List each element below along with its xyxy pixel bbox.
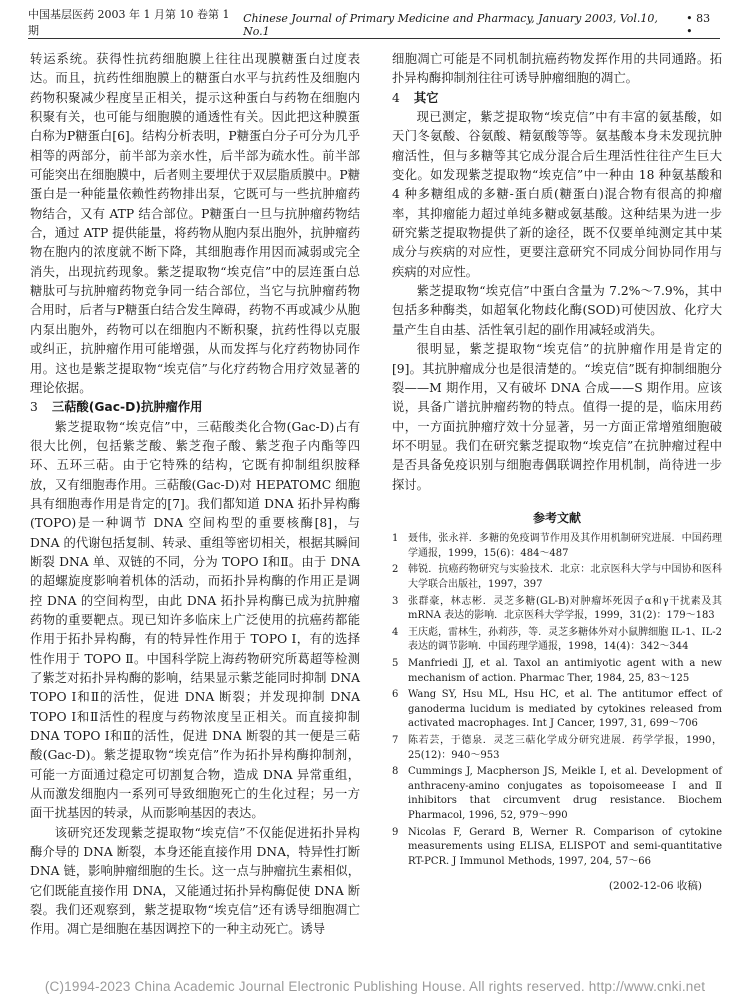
header-journal-cn: 中国基层医药 2003 年 1 月第 10 卷第 1 期 <box>28 8 230 37</box>
reference-number: 5 <box>392 658 399 669</box>
reference-item <box>392 734 722 763</box>
reference-number: 4 <box>392 626 399 638</box>
reference-list <box>392 532 722 869</box>
paragraph: 现已测定，紫芝提取物“埃克信”中有丰富的氨基酸，如天门冬氨酸、谷氨酸、精氨酸等等。氨基酸本身未发现抗肿瘤活性，但与多糖等其它成分混合后生理活性往往产生巨大变化。如发现紫芝提取物“埃克信”中一种由 18 种氨基酸和 4 种多糖组成的多糖-蛋白质(糖蛋白)混合物有很高的抑瘤率，其抑瘤能力超过单纯多糖或氨基酸。这种结果为进一步研究紫芝提取物提供了新的途径，既不仅要单纯测定其中某成分与疾病的对应性，更要注意研究不同成分间协同作用与疾病的对应性。 <box>392 110 722 279</box>
header-page-number: • 83 • <box>686 12 711 38</box>
reference-number: 6 <box>392 689 399 701</box>
header-journal-en: Chinese Journal of Primary Medicine and Pharmacy, January 2003, Vol.10, No.1 <box>243 12 658 38</box>
reference-text: 张群豪，林志彬．灵芝多糖(GL-B)对肿瘤坏死因子α和γ干扰素及其 mRNA 表达的影响．北京医科大学学报，1999，31(2)：179～183 <box>408 595 722 622</box>
reference-item <box>392 688 722 732</box>
paragraph: 紫芝提取物“埃克信”中，三萜酸类化合物(Gac-D)占有很大比例，包括紫芝酸、紫芝孢子酸、紫芝孢子内酯等四环、五环三萜。由于它特殊的结构，它既有抑制组织胺释放，又有细胞毒作用。三萜酸(Gac-D)对 HEPATOMC 细胞具有细胞毒作用是肯定的[7]。我们都知道 DNA 拓扑异构酶(TOPO)是一种调节 DNA 空间构型的重要核酶[8]，与 DNA 的代谢包括复制、转录、重组等密切相关，根据其瞬间断裂 DNA 单、双链的不同，分为 TOPO Ⅰ和Ⅱ。由于 DNA 的超螺旋度影响着机体的活动，而拓扑异构酶的作用正是调控 DNA 的空间构型，由此 DNA 拓扑异构酶已成为抗肿瘤药物的重要靶点。现已知许多临床上广泛使用的抗癌药都能作用于拓扑异构酶，有的特异性作用于 TOPO Ⅰ，有的选择性作用于 TOPO Ⅱ。中国科学院上海药物研究所葛超等检测了紫芝对拓扑异构酶的影响，结果显示紫芝能同时抑制 DNA TOPO Ⅰ和Ⅱ的活性，促进 DNA 断裂；并发现抑制 DNA TOPO Ⅰ和Ⅱ活性的程度与药物浓度呈正相关。而直接抑制 DNA TOPO Ⅰ和Ⅱ的活性，促进 DNA 断裂的其一便是三萜酸(Gac-D)。紫芝提取物“埃克信”作为拓扑异构酶抑制剂，可能一方面通过稳定可切割复合物，造成 DNA 异常重组，从而激发细胞内一系列可导致细胞死亡的生化过程；另一方面干扰基因的转录，从而影响基因的表达。 <box>30 419 360 821</box>
section-number: 4 <box>392 90 400 105</box>
section-heading-3 <box>30 398 360 417</box>
section-title: 三萜酸(Gac-D)抗肿瘤作用 <box>51 400 203 415</box>
paragraph: 很明显，紫芝提取物“埃克信”的抗肿瘤作用是肯定的[9]。其抗肿瘤成分也是很清楚的。“埃克信”既有抑制细胞分裂——M 期作用，又有破坏 DNA 合成——S 期作用。应该说，具备广谱抗肿瘤药物的特点。值得一提的是，临床用药中，一方面抗肿瘤疗效十分显著，另一方面正常增殖细胞破坏不明显。我们在研究紫芝提取物“埃克信”在抗肿瘤过程中是否具备免疫识别与细胞毒偶联调控作用机制，尚待进一步探讨。 <box>392 342 722 492</box>
copyright-watermark: (C)1994-2023 China Academic Journal Electronic Publishing House. All rights reserved. http://www.cnki.net <box>44 979 706 994</box>
section-number: 3 <box>30 400 38 415</box>
reference-text: 王庆彪，雷林生，孙莉莎，等．灵芝多糖体外对小鼠脾细胞 IL-1、IL-2 表达的调节影响．中国药理学通报，1998，14(4)：342～344 <box>408 626 722 653</box>
reference-number: 3 <box>392 595 399 607</box>
reference-text: 韩锐．抗癌药物研究与实验技术．北京：北京医科大学与中国协和医科大学联合出版社，1997，397 <box>408 564 722 591</box>
section-title: 其它 <box>413 90 439 105</box>
reference-text: Manfriedi JJ, et al. Taxol an antimiyotic agent with a new mechanism of action. Pharmac Ther, 1984, 25, 83～125 <box>408 658 722 684</box>
paragraph: 紫芝提取物“埃克信”中蛋白含量为 7.2%～7.9%，其中包括多种酶类，如超氧化物歧化酶(SOD)可使因放、化疗大量产生自由基、活性氧引起的副作用减轻或消失。 <box>392 284 722 337</box>
reference-number: 2 <box>392 564 399 576</box>
paragraph: 该研究还发现紫芝提取物“埃克信”不仅能促进拓扑异构酶介导的 DNA 断裂，本身还能直接作用 DNA，特异性打断 DNA 链，影响肿瘤细胞的生长。这一点与肿瘤抗生素相似，它们既能直接作用 DNA，又能通过拓扑异构酶促使 DNA 断裂。我们还观察到，紫芝提取物“埃克信”还有诱导细胞凋亡作用。凋亡是细胞在基因调控下的一种主动死亡。诱导 <box>30 825 360 937</box>
reference-item <box>392 532 722 561</box>
reference-item <box>392 826 722 870</box>
paragraph: 转运系统。获得性抗药细胞膜上往往出现膜糖蛋白过度表达。而且，抗药性细胞膜上的糖蛋白水平与抗药性及细胞内药物积聚减少程度呈正相关，提示这种蛋白与药物在细胞内积聚有关，也可能与细胞膜的通透性有关。因此把这种膜蛋白称为P糖蛋白[6]。结构分析表明，P糖蛋白分子可分为几乎相等的两部分，前半部为亲水性，后半部为疏水性。前半部可能突出在细胞膜中，后者则主要埋伏于双层脂质膜中。P糖蛋白是一种能量依赖性药物排出泵，它既可与一些抗肿瘤药物结合，又有 ATP 结合部位。P糖蛋白一旦与抗肿瘤药物结合，通过 ATP 提供能量，将药物从胞内泵出胞外，抗肿瘤药物在胞内的浓度就不断下降，其细胞毒作用因而减弱或完全消失，出现抗药现象。紫芝提取物“埃克信”中的层连蛋白总糖肽可与抗肿瘤药物竞争同一结合部位，当它与抗肿瘤药物合用时，后者与P糖蛋白结合发生障碍，药物不再或减少从胞内泵出胞外，药物可以在细胞内不断积聚，抗药性得以克服或纠正，抗肿瘤作用可能增强，从而发挥与化疗药物协同作用。这也是紫芝提取物“埃克信”与化疗药物合用疗效显著的理论依据。 <box>30 52 360 395</box>
reference-number: 9 <box>392 826 399 838</box>
reference-number: 8 <box>392 766 399 778</box>
running-header <box>28 8 720 39</box>
reference-text: 聂伟，张永祥．多糖的免疫调节作用及其作用机制研究进展．中国药理学通报，1999，15(6)：484～487 <box>408 533 722 559</box>
section-heading-4 <box>392 89 722 108</box>
reference-text: Nicolas F, Gerard B, Werner R. Comparison of cytokine measurements using ELISA, ELISPOT and semi-quantitative RT-PCR. J Immunol Methods, 1997, 204, 57～66 <box>408 826 722 867</box>
reference-text: 陈若芸，于德泉．灵芝三萜化学成分研究进展．药学学报，1990，25(12)：940～953 <box>408 734 722 761</box>
reference-item <box>392 657 722 686</box>
reference-text: Cummings J, Macpherson JS, Meikle I, et al. Development of anthraceny-amino conjugates as topoisomeease Ⅰ and Ⅱ inhibitors that circumvent drug resistance. Biochem Pharmacol, 1996, 52, 979～990 <box>408 766 722 821</box>
reference-text: Wang SY, Hsu ML, Hsu HC, et al. The antitumor effect of ganoderma lucidum is mediated by cytokines released from activated macrophages. Int J Cancer, 1997, 31, 699～706 <box>408 689 722 730</box>
reference-number: 7 <box>392 734 399 746</box>
reference-number: 1 <box>392 533 399 545</box>
reference-item <box>392 595 722 624</box>
left-column <box>30 50 360 940</box>
received-date: (2002-12-06 收稿) <box>608 880 702 893</box>
right-column <box>392 50 722 897</box>
references-heading: 参考文献 <box>532 510 581 525</box>
reference-item <box>392 626 722 655</box>
paragraph: 细胞凋亡可能是不同机制抗癌药物发挥作用的共同通路。拓扑异构酶抑制剂往往可诱导肿瘤细胞的凋亡。 <box>392 52 722 86</box>
reference-item <box>392 563 722 592</box>
reference-item <box>392 765 722 823</box>
